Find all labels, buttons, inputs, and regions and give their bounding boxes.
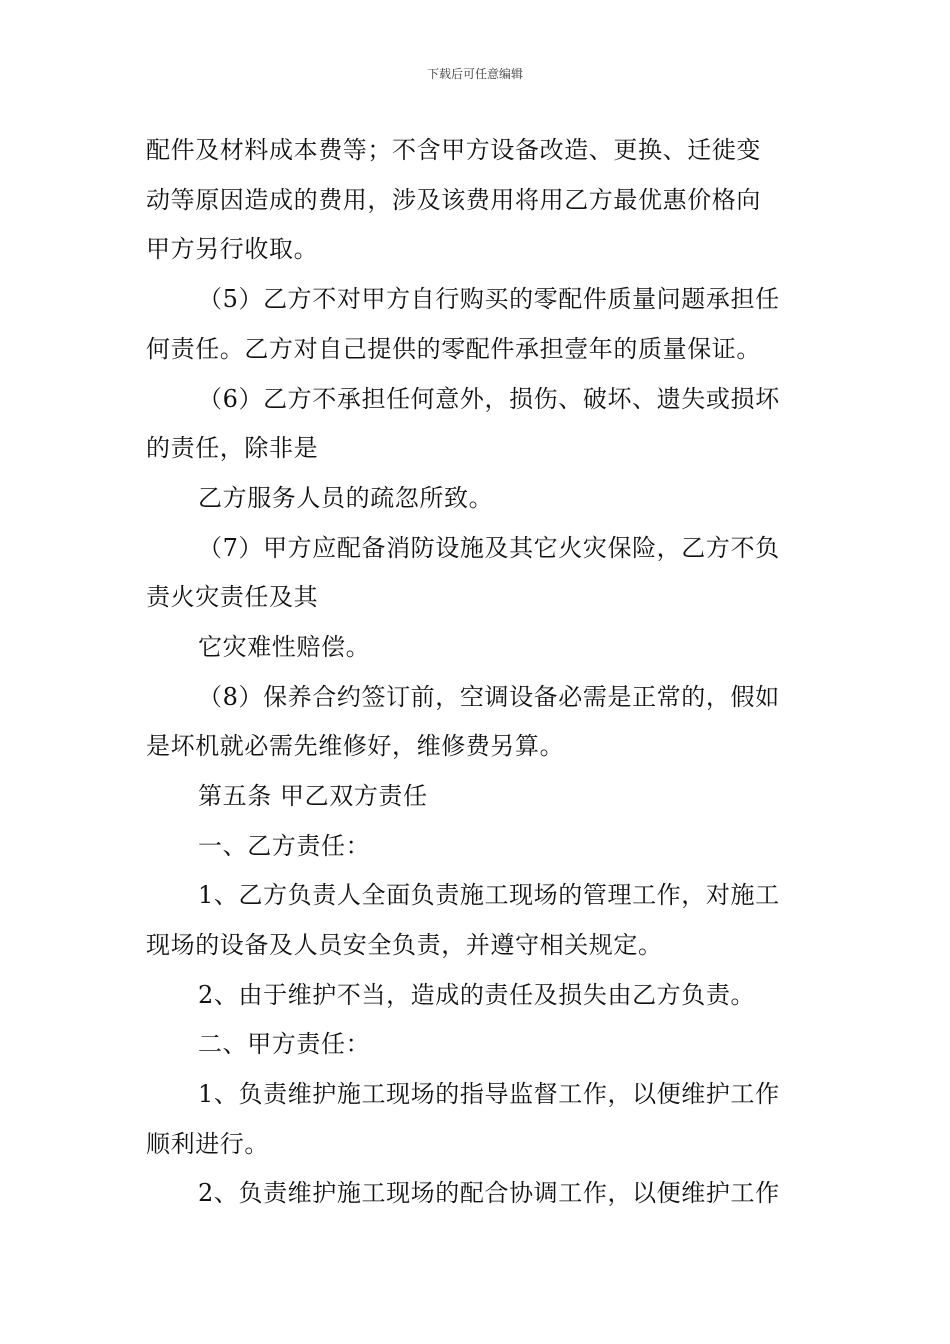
text-line: 乙方服务人员的疏忽所致。 (198, 484, 494, 512)
text-line: 甲方另行收取。 (146, 235, 319, 263)
text-line: 1、负责维护施工现场的指导监督工作，以便维护工作 (198, 1080, 780, 1108)
text-line: 2、由于维护不当，造成的责任及损失由乙方负责。 (198, 981, 756, 1009)
text-line: （8）保养合约签订前，空调设备必需是正常的，假如 (198, 683, 780, 711)
section-heading: 第五条 甲乙双方责任 (198, 782, 428, 810)
subsection-heading: 二、甲方责任： (198, 1030, 371, 1058)
text-line: （7）甲方应配备消防设施及其它火灾保险，乙方不负 (198, 534, 780, 562)
text-line: 是坏机就必需先维修好，维修费另算。 (146, 732, 565, 760)
text-line: 1、乙方负责人全面负责施工现场的管理工作，对施工 (198, 881, 780, 909)
text-line: 顺利进行。 (146, 1130, 269, 1158)
text-line: （5）乙方不对甲方自行购买的零配件质量问题承担任 (198, 285, 780, 313)
text-line: （6）乙方不承担任何意外，损伤、破坏、遗失或损坏 (198, 385, 780, 413)
text-line: 的责任，除非是 (146, 434, 319, 462)
page-header: 下载后可任意编辑 (426, 67, 523, 81)
text-line: 它灾难性赔偿。 (198, 633, 371, 661)
subsection-heading: 一、乙方责任： (198, 832, 371, 860)
text-line: 动等原因造成的费用，涉及该费用将用乙方最优惠价格向 (146, 186, 761, 214)
text-line: 配件及材料成本费等；不含甲方设备改造、更换、迁徙变 (146, 136, 761, 164)
text-line: 2、负责维护施工现场的配合协调工作，以便维护工作 (198, 1179, 780, 1207)
text-line: 责火灾责任及其 (146, 583, 319, 611)
text-line: 现场的设备及人员安全负责，并遵守相关规定。 (146, 931, 663, 959)
text-line: 何责任。乙方对自己提供的零配件承担壹年的质量保证。 (146, 335, 761, 363)
